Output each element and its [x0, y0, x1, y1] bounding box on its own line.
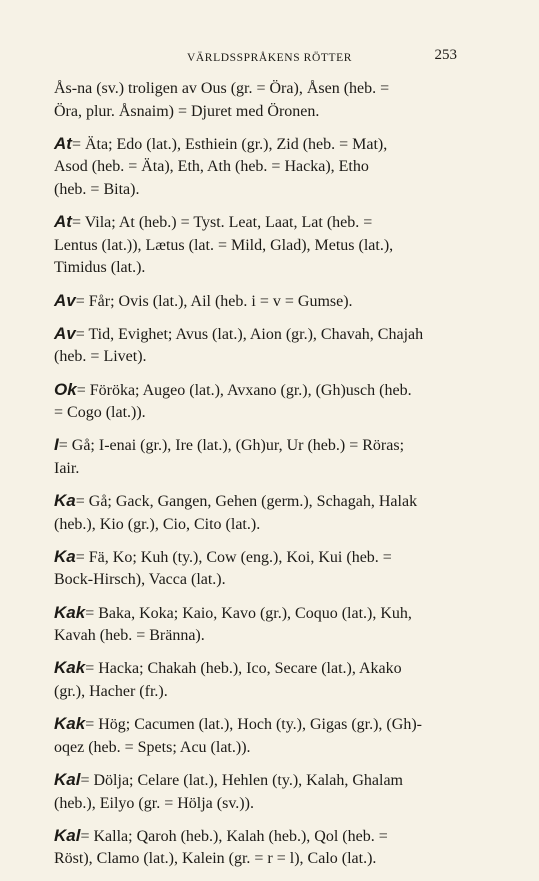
entry-text: = Hacka; Chakah (heb.), Ico, Secare (lat.), Akako: [85, 660, 402, 678]
entry-kal-call: [54, 825, 464, 871]
entry-at-eat: [54, 133, 464, 202]
entry-text: = Får; Ovis (lat.), Ail (heb. i = v = Gumse).: [75, 292, 353, 310]
entry-line: [54, 323, 464, 347]
entry-line: (heb.), Kio (gr.), Cio, Cito (lat.).: [54, 515, 261, 533]
entry-kak-chop: [54, 657, 464, 703]
entry-line: [54, 490, 464, 514]
entry-line: Bock-Hirsch), Vacca (lat.).: [54, 571, 226, 589]
entry-kal-hide: [54, 769, 464, 815]
entry-i: [54, 434, 464, 480]
entry-text: = Gå; I-enai (gr.), Ire (lat.), (Gh)ur, Ur (heb.) = Röras;: [58, 437, 405, 455]
headword: At: [54, 212, 72, 232]
entry-line: oqez (heb. = Spets; Acu (lat.)).: [54, 738, 251, 756]
headword: At: [54, 133, 72, 153]
entry-av-sheep: [54, 290, 464, 314]
entry-line: Iair.: [54, 459, 80, 477]
headword: Kak: [54, 658, 86, 678]
entry-ka-go: [54, 490, 464, 536]
entry-line: Lentus (lat.)), Lætus (lat. = Mild, Glad), Metus (lat.),: [54, 236, 394, 254]
headword: I: [54, 435, 59, 455]
entry-line: Röst), Clamo (lat.), Kalein (gr. = r = l), Calo (lat.).: [54, 850, 377, 868]
headword: Ka: [54, 546, 76, 566]
entry-line: Asod (heb. = Äta), Eth, Ath (heb. = Hacka), Etho: [54, 158, 369, 176]
entry-line: [54, 133, 464, 157]
entry-text: = Baka, Koka; Kaio, Kavo (gr.), Coquo (lat.), Kuh,: [85, 604, 412, 622]
entry-text: = Tid, Evighet; Avus (lat.), Aion (gr.), Chavah, Chajah: [75, 325, 424, 343]
entry-text: = Gå; Gack, Gangen, Gehen (germ.), Schagah, Halak: [75, 493, 418, 511]
entry-line: Öra, plur. Åsnaim) = Djuret med Öronen.: [54, 102, 320, 120]
running-title: VÄRLDSSPRÅKENS RÖTTER: [187, 52, 352, 64]
headword: Av: [54, 323, 76, 343]
entry-line: [54, 290, 464, 314]
entry-line: (gr.), Hacher (fr.).: [54, 683, 168, 700]
entry-line: = Cogo (lat.)).: [54, 404, 146, 422]
page-number: 253: [434, 47, 457, 63]
entry-ka-cattle: [54, 546, 464, 592]
entry-line: [54, 713, 464, 737]
entry-line: Ås-na (sv.) troligen av Ous (gr. = Öra), Åsen (heb. =: [54, 80, 390, 97]
entry-line: [54, 602, 464, 626]
entry-text: = Hög; Cacumen (lat.), Hoch (ty.), Gigas (gr.), (Gh)-: [85, 716, 422, 734]
headword: Av: [54, 290, 76, 310]
headword: Kak: [54, 714, 86, 734]
entry-text: = Vila; At (heb.) = Tyst. Leat, Laat, Lat (heb. =: [71, 214, 373, 232]
entry-ok: [54, 379, 464, 425]
entry-line: (heb. = Bita).: [54, 180, 140, 198]
entry-line: (heb.), Eilyo (gr. = Hölja (sv.)).: [54, 794, 254, 812]
entry-av-time: [54, 323, 464, 369]
entry-line: [54, 657, 464, 681]
entry-line: Kavah (heb. = Bränna).: [54, 627, 205, 645]
entry-line: (heb. = Livet).: [54, 348, 147, 366]
entry-line: [54, 211, 464, 235]
entry-text: = Kalla; Qaroh (heb.), Kalah (heb.), Qol (heb. =: [80, 827, 388, 845]
entry-line: [54, 769, 464, 793]
dictionary-entries: [54, 78, 464, 881]
headword: Kal: [54, 825, 81, 845]
entry-kak-high: [54, 713, 464, 759]
entry-line: [54, 546, 464, 570]
entry-at-rest: [54, 211, 464, 280]
entry-line: [54, 825, 464, 849]
entry-text: = Äta; Edo (lat.), Esthiein (gr.), Zid (heb. = Mat),: [71, 135, 388, 153]
entry-kak-bake: [54, 602, 464, 648]
entry-text: = Fä, Ko; Kuh (ty.), Cow (eng.), Koi, Kui (heb. =: [75, 548, 392, 566]
entry-line: [54, 379, 464, 403]
headword: Kak: [54, 602, 86, 622]
headword: Ok: [54, 379, 77, 399]
entry-text: = Dölja; Celare (lat.), Hehlen (ty.), Kalah, Ghalam: [80, 771, 403, 789]
headword: Ka: [54, 491, 76, 511]
entry-line: Timidus (lat.).: [54, 259, 146, 277]
headword: Kal: [54, 769, 81, 789]
entry-text: = Föröka; Augeo (lat.), Avxano (gr.), (Gh)usch (heb.: [76, 381, 412, 399]
entry-line: [54, 434, 464, 458]
entry-asna: [54, 78, 464, 123]
